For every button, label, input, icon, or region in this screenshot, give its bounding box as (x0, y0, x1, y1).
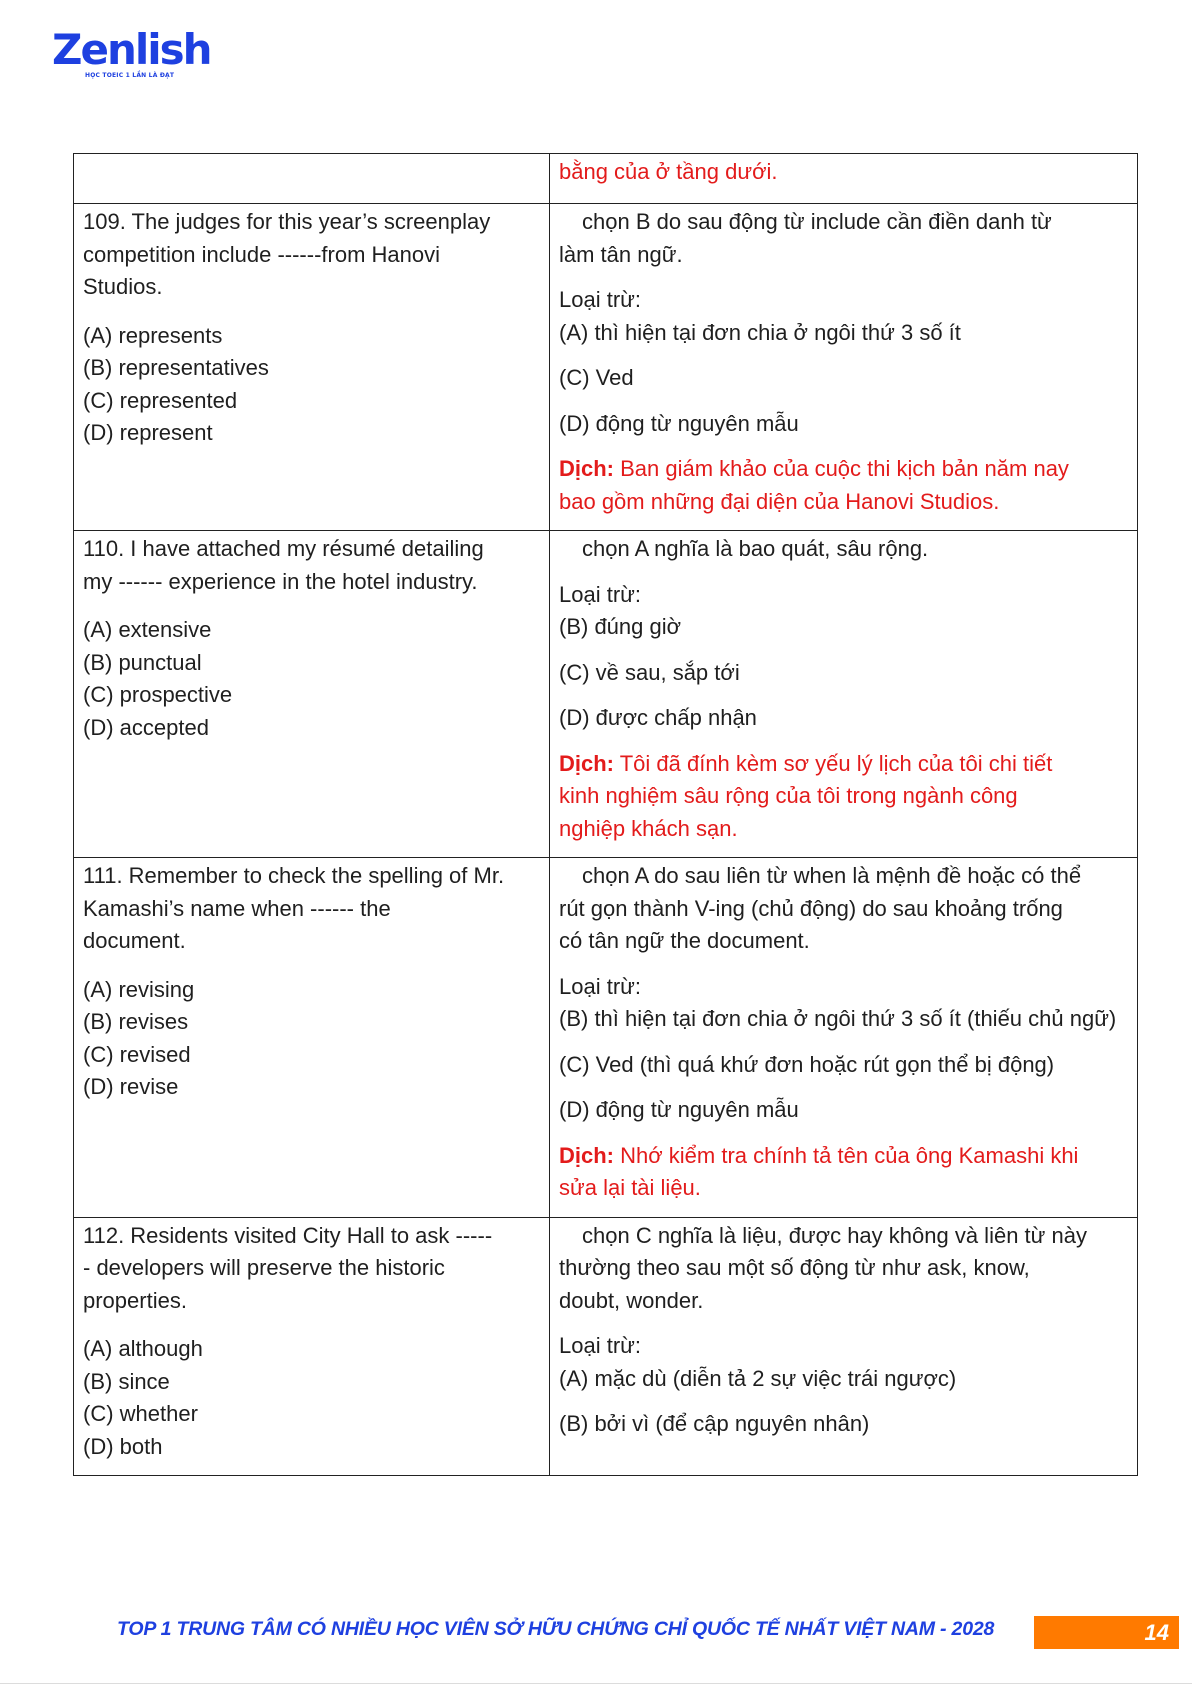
exclusion-item: (A) mặc dù (diễn tả 2 sự việc trái ngược) (559, 1365, 957, 1391)
answer-key-table (73, 153, 1138, 1476)
table-row-continuation (74, 154, 1138, 204)
exclusion-item: (B) bởi vì (để cập nguyên nhân) (559, 1411, 870, 1436)
exclusion-item: (C) Ved (559, 365, 634, 390)
exclude-label: Loại trừ: (559, 1333, 641, 1358)
option-list (83, 614, 540, 744)
option-list (83, 974, 540, 1104)
option-list (83, 320, 540, 450)
translation: Dịch: Nhớ kiểm tra chính tả tên của ông Kamashi khi sửa lại tài liệu. (559, 1142, 1079, 1200)
explanation-cell (550, 1217, 1138, 1476)
exclusion-item: (C) Ved (thì quá khứ đơn hoặc rút gọn thể bị động) (559, 1051, 1055, 1077)
option-a: (A) represents (83, 322, 223, 348)
explanation-cell (550, 858, 1138, 1218)
question-text: 112. Residents visited City Hall to ask ----- - developers will preserve the historic properties. (83, 1222, 493, 1313)
answer-reason: chọn A do sau liên từ when là mệnh đề hoặc có thể rút gọn thành V-ing (chủ động) do sau khoảng trống có tân ngữ the document. (559, 863, 1082, 953)
question-cell (74, 154, 550, 204)
table-row-q111 (74, 858, 1138, 1218)
answer-reason: chọn A nghĩa là bao quát, sâu rộng. (582, 536, 929, 561)
question-cell (74, 204, 550, 531)
table-row-q112 (74, 1217, 1138, 1476)
option-list (83, 1333, 540, 1463)
question-cell (74, 1217, 550, 1476)
option-b: (B) punctual (83, 649, 202, 675)
exclude-label: Loại trừ: (559, 581, 641, 607)
translation: Dịch: Tôi đã đính kèm sơ yếu lý lịch của tôi chi tiết kinh nghiệm sâu rộng của tôi trong ngành công nghiệp khách sạn. (559, 750, 1053, 841)
option-c: (C) represented (83, 387, 238, 413)
exclude-label: Loại trừ: (559, 973, 641, 999)
option-a: (A) although (83, 1336, 203, 1361)
option-b: (B) since (83, 1368, 170, 1394)
explanation-cell (550, 154, 1138, 204)
table-row-q110 (74, 531, 1138, 858)
answer-reason: chọn C nghĩa là liệu, được hay không và liên từ này thường theo sau một số động từ như ask, know, doubt, wonder. (559, 1222, 1087, 1313)
exclusion-item: (B) thì hiện tại đơn chia ở ngôi thứ 3 số ít (thiếu chủ ngữ) (559, 1006, 1117, 1031)
exclusion-item: (B) đúng giờ (559, 614, 682, 639)
option-d: (D) revise (83, 1074, 179, 1099)
footer-slogan: TOP 1 TRUNG TÂM CÓ NHIỀU HỌC VIÊN SỞ HỮU CHỨNG CHỈ QUỐC TẾ NHẤT VIỆT NAM - 2028 (117, 1618, 995, 1640)
option-b: (B) representatives (83, 355, 269, 380)
exclude-label: Loại trừ: (559, 287, 641, 312)
exclusion-item: (D) động từ nguyên mẫu (559, 1097, 799, 1122)
exclusion-item: (D) động từ nguyên mẫu (559, 410, 799, 436)
bottom-divider (0, 1683, 1192, 1684)
page-number-box (1034, 1616, 1179, 1649)
exclusion-item: (A) thì hiện tại đơn chia ở ngôi thứ 3 số ít (559, 319, 961, 345)
option-c: (C) whether (83, 1401, 198, 1426)
question-text: 110. I have attached my résumé detailing my ------ experience in the hotel industry. (83, 536, 484, 594)
zenlish-logo (52, 26, 212, 82)
translation-continuation: bằng của ở tầng dưới. (559, 159, 778, 184)
table-row-q109 (74, 204, 1138, 531)
logo-wordmark: Zenlish (52, 25, 211, 74)
explanation-cell (550, 531, 1138, 858)
option-c: (C) revised (83, 1041, 191, 1067)
option-b: (B) revises (83, 1009, 189, 1034)
logo-tagline: HỌC TOEIC 1 LẦN LÀ ĐẠT (85, 72, 175, 79)
option-a: (A) revising (83, 976, 195, 1002)
option-d: (D) represent (83, 420, 213, 445)
question-cell (74, 531, 550, 858)
translation-label: Dịch: (559, 456, 614, 481)
translation: Dịch: Ban giám khảo của cuộc thi kịch bản năm nay bao gồm những đại diện của Hanovi Studios. (559, 456, 1069, 514)
question-cell (74, 858, 550, 1218)
option-c: (C) prospective (83, 682, 233, 707)
question-text: 109. The judges for this year’s screenplay competition include ------from Hanovi Studios. (83, 209, 491, 299)
exclusion-item: (C) về sau, sắp tới (559, 659, 740, 685)
page-number: 14 (1144, 1620, 1169, 1645)
option-a: (A) extensive (83, 617, 212, 642)
translation-label: Dịch: (559, 1142, 614, 1168)
explanation-cell (550, 204, 1138, 531)
option-d: (D) accepted (83, 714, 209, 740)
question-text: 111. Remember to check the spelling of Mr. Kamashi’s name when ------ the document. (83, 863, 505, 953)
translation-label: Dịch: (559, 750, 614, 776)
exclusion-item: (D) được chấp nhận (559, 705, 757, 730)
answer-reason: chọn B do sau động từ include cần điền danh từ làm tân ngữ. (559, 209, 1052, 267)
option-d: (D) both (83, 1433, 163, 1459)
